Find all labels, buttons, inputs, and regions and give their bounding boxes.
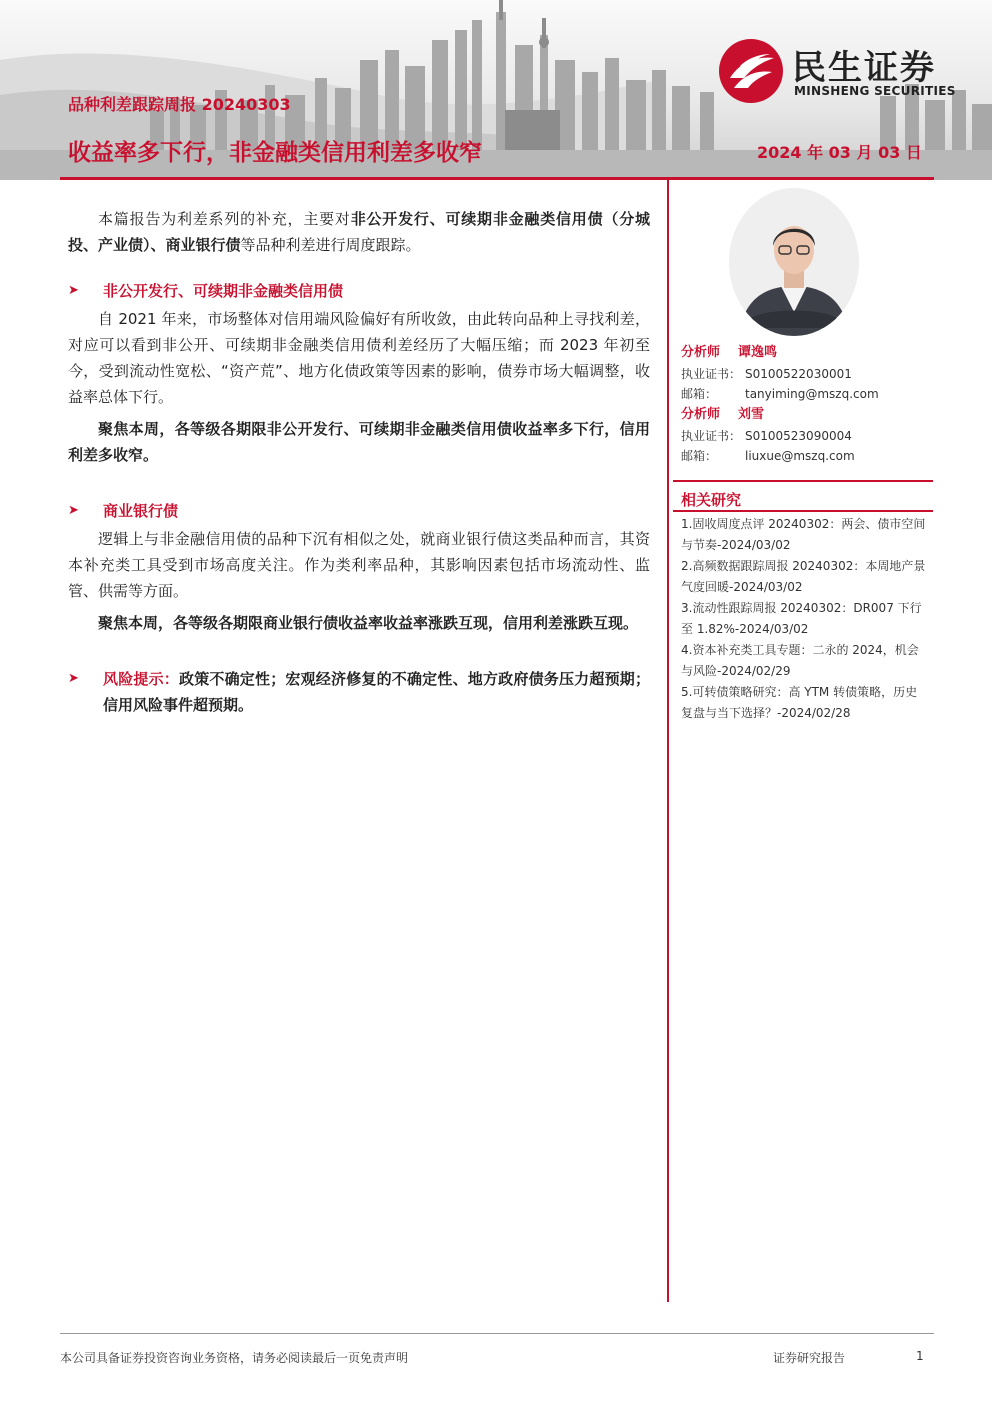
analyst-block xyxy=(681,342,933,466)
related-research-item[interactable]: 3.流动性跟踪周报 20240302：DR007 下行至 1.82%-2024/03/02 xyxy=(681,601,922,636)
section-body: 逻辑上与非金融信用债的品种下沉有相似之处，就商业银行债这类品种而言，其资本补充类工具受到市场高度关注。作为类利率品种，其影响因素包括市场流动性、监管、供需等方面。 xyxy=(68,530,650,600)
analyst-heading xyxy=(681,404,933,426)
analyst-name: 刘雪 xyxy=(738,407,765,422)
footer-disclaimer: 本公司具备证券投资咨询业务资格，请务必阅读最后一页免责声明 xyxy=(60,1351,409,1365)
intro-text-1: 本篇报告为利差系列的补充，主要对 xyxy=(98,210,351,228)
related-research-title: 相关研究 xyxy=(681,491,742,509)
section-heading xyxy=(68,278,650,304)
arrow-bullet-icon: ➤ xyxy=(68,671,79,686)
report-title: 收益率多下行，非金融类信用利差多收窄 xyxy=(68,140,482,166)
risk-text: 政策不确定性；宏观经济修复的不确定性、地方政府债务压力超预期；信用风险事件超预期。 xyxy=(103,670,650,714)
footer-doc-type: 证券研究报告 xyxy=(773,1351,846,1365)
intro-text-2: 等品种利差进行周度跟踪。 xyxy=(240,236,421,254)
related-research-list xyxy=(681,514,929,724)
intro-text-bold: 非公开发行、可续期非金融类信用债（分城投、产业债）、商业银行债 xyxy=(68,210,650,254)
risk-label: 风险提示： xyxy=(103,670,179,688)
cert-label: 执业证书： xyxy=(681,429,742,443)
analyst-email-row xyxy=(681,384,933,404)
analyst-cert-row xyxy=(681,426,933,446)
section-title: 商业银行债 xyxy=(103,502,179,520)
email-label: 邮箱： xyxy=(681,387,718,401)
analyst-heading xyxy=(681,342,933,364)
related-research-item[interactable]: 5.可转债策略研究：高 YTM 转债策略，历史复盘与当下选择？-2024/02/28 xyxy=(681,685,918,720)
section-title: 非公开发行、可续期非金融类信用债 xyxy=(103,282,344,300)
page-number: 1 xyxy=(916,1349,924,1363)
section-heading xyxy=(68,498,650,524)
analyst-email-link[interactable]: tanyiming@mszq.com xyxy=(745,387,879,401)
section-focus: 聚焦本周，各等级各期限非公开发行、可续期非金融类信用债收益率多下行，信用利差多收窄。 xyxy=(68,420,650,464)
header-banner xyxy=(0,0,992,180)
related-research-item[interactable]: 1.固收周度点评 20240302：两会、债市空间与节奏-2024/03/02 xyxy=(681,517,926,552)
intro-paragraph xyxy=(68,206,650,258)
cert-number: S0100522030001 xyxy=(745,367,852,381)
logo-text-en: MINSHENG SECURITIES xyxy=(794,84,956,98)
risk-warning xyxy=(68,666,650,718)
sidebar-divider xyxy=(673,510,933,512)
report-series: 品种利差跟踪周报 20240303 xyxy=(68,95,291,114)
section-focus: 聚焦本周，各等级各期限商业银行债收益率收益率涨跌互现，信用利差涨跌互现。 xyxy=(98,614,639,632)
analyst-role: 分析师 xyxy=(681,407,721,422)
related-research-item[interactable]: 4.资本补充类工具专题：二永的 2024，机会与风险-2024/02/29 xyxy=(681,643,919,678)
header-divider xyxy=(60,177,934,180)
column-divider xyxy=(667,180,669,1302)
cert-label: 执业证书： xyxy=(681,367,742,381)
report-date: 2024 年 03 月 03 日 xyxy=(757,143,922,162)
cert-number: S0100523090004 xyxy=(745,429,852,443)
main-content xyxy=(68,206,650,718)
analyst-name: 谭逸鸣 xyxy=(738,345,778,360)
analyst-cert-row xyxy=(681,364,933,384)
arrow-bullet-icon: ➤ xyxy=(68,503,79,518)
analyst-role: 分析师 xyxy=(681,345,721,360)
arrow-bullet-icon: ➤ xyxy=(68,283,79,298)
analyst-email-row xyxy=(681,446,933,466)
minsheng-logo-icon xyxy=(718,38,784,104)
related-research-item[interactable]: 2.高频数据跟踪周报 20240302：本周地产景气度回暖-2024/03/02 xyxy=(681,559,926,594)
email-label: 邮箱： xyxy=(681,449,718,463)
analyst-photo xyxy=(729,188,859,336)
company-logo xyxy=(718,38,968,108)
footer-divider xyxy=(60,1333,934,1334)
logo-text-cn: 民生证券 xyxy=(792,48,936,88)
section-body: 自 2021 年来，市场整体对信用端风险偏好有所收敛，由此转向品种上寻找利差，对应可以看到非公开、可续期非金融类信用债利差经历了大幅压缩；而 2023 年初至今，受到流动性宽松、“资产荒”、地方化债政策等因素的影响，债券市场大幅调整，收益率总体下行。 xyxy=(68,310,650,406)
analyst-portrait-image xyxy=(729,188,859,336)
analyst-email-link[interactable]: liuxue@mszq.com xyxy=(745,449,855,463)
sidebar-divider xyxy=(673,480,933,482)
